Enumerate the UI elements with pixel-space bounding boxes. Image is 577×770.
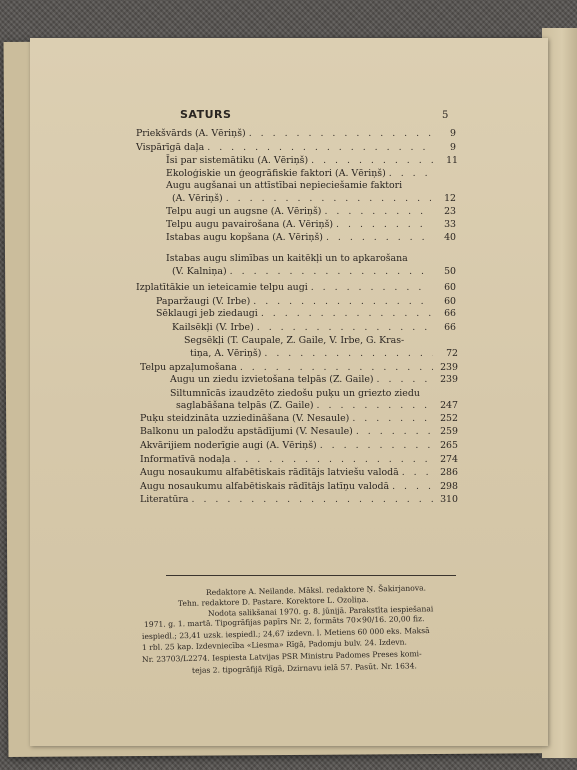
toc-label: Istabas augu slimības un kaitēkļi un to apkarošana — [166, 253, 408, 264]
toc-row — [140, 362, 458, 374]
toc-label: Kailsēkļi (V. Irbe) — [172, 322, 254, 333]
toc-page-number: 247 — [440, 400, 458, 411]
toc-label: Telpu apzaļumošana — [140, 362, 237, 373]
toc-page-number: 23 — [444, 206, 456, 217]
toc-page-number: 66 — [444, 322, 456, 333]
toc-page-number: 9 — [450, 128, 456, 139]
toc-leader-dots — [233, 454, 433, 465]
toc-leader-dots — [240, 362, 433, 373]
toc-row — [136, 128, 456, 140]
toc-leader-dots — [402, 467, 433, 478]
toc-row — [140, 413, 458, 425]
toc-label: Literatūra — [140, 494, 189, 505]
toc-leader-dots — [377, 374, 433, 385]
toc-row — [166, 168, 456, 180]
toc-leader-dots — [311, 282, 431, 293]
toc-label: Priekšvārds (A. Vēriņš) — [136, 128, 246, 139]
toc-page-number: 9 — [450, 142, 456, 153]
toc-label: Augu nosaukumu alfabētiskais rādītājs latīņu valodā — [140, 481, 390, 492]
toc-label: Augu nosaukumu alfabētiskais rādītājs latviešu valodā — [140, 467, 399, 478]
toc-label: Īsi par sistemātiku (A. Vēriņš) — [166, 155, 309, 166]
toc-row — [140, 440, 458, 452]
toc-label: saglabāšana telpās (Z. Gaile) — [176, 400, 314, 411]
toc-page-number: 239 — [440, 362, 458, 373]
toc-leader-dots — [389, 168, 431, 179]
toc-page-number: 265 — [440, 440, 458, 451]
toc-label: Segsēkļi (T. Caupale, Z. Gaile, V. Irbe, G. Kras- — [184, 335, 405, 346]
imprint-line: Redaktore A. Neilande. Māksl. redaktore Ņ. Šakirjanova. — [205, 583, 427, 597]
toc-row — [170, 374, 458, 386]
toc-leader-dots — [192, 494, 434, 505]
toc-page-number: 239 — [440, 374, 458, 385]
toc-leader-dots — [226, 193, 431, 204]
toc-leader-dots — [230, 266, 431, 277]
toc-row — [136, 142, 456, 154]
toc-leader-dots — [257, 322, 431, 333]
toc-label: Sēklaugi jeb ziedaugi — [156, 308, 258, 319]
toc-page-number: 33 — [444, 219, 456, 230]
toc-page-number: 259 — [440, 426, 458, 437]
toc-leader-dots — [392, 481, 433, 492]
imprint-line: iespiedl.; 23,41 uzsk. iespiedl.; 24,67 izdevn. l. Metiens 60 000 eks. Maksā — [141, 625, 430, 641]
toc-leader-dots — [311, 155, 433, 166]
toc-row — [140, 426, 458, 438]
toc-row — [172, 322, 456, 334]
toc-page-number: 310 — [440, 494, 458, 505]
imprint-divider — [166, 575, 456, 576]
toc-row — [140, 481, 458, 493]
toc-leader-dots — [264, 348, 433, 359]
toc-row — [166, 232, 456, 244]
toc-row — [172, 266, 456, 278]
imprint-line: Nodota salikšanai 1970. g. 8. jūnijā. Parakstīta iespiešanai — [207, 604, 434, 618]
toc-label: Telpu augu pavairošana (A. Vēriņš) — [166, 219, 334, 230]
toc-row — [156, 296, 456, 308]
toc-label: Puķu steidzināta uzziedināšana (V. Nesaule) — [140, 413, 350, 424]
toc-leader-dots — [326, 232, 431, 243]
toc-label: Akvārijiem noderīgie augi (A. Vēriņš) — [140, 440, 317, 451]
toc-leader-dots — [249, 128, 431, 139]
toc-page-number: 60 — [444, 282, 456, 293]
toc-row — [166, 155, 458, 167]
toc-label: Telpu augi un augsne (A. Vēriņš) — [166, 206, 322, 217]
toc-label: Ekoloģiskie un ģeogrāfiskie faktori (A. Vēriņš) — [166, 168, 386, 179]
toc-row — [140, 494, 458, 506]
toc-label: Vispārīgā daļa — [136, 142, 205, 153]
toc-leader-dots — [320, 440, 433, 451]
toc-row — [140, 454, 458, 466]
toc-page-number: 274 — [440, 454, 458, 465]
page-title: SATURS — [180, 108, 232, 121]
toc-leader-dots — [253, 296, 431, 307]
toc-label: Istabas augu kopšana (A. Vēriņš) — [166, 232, 323, 243]
toc-row — [140, 467, 458, 479]
imprint-line: Nr. 23703/L2274. Iespiesta Latvijas PSR Ministru Padomes Preses komi- — [141, 649, 422, 664]
toc-page-number: 66 — [444, 308, 456, 319]
toc-row — [156, 308, 456, 320]
toc-row — [166, 206, 456, 218]
toc-page-number: 298 — [440, 481, 458, 492]
toc-label: Balkonu un palodžu apstādījumi (V. Nesaule) — [140, 426, 353, 437]
toc-label: tiņa, A. Vēriņš) — [190, 348, 262, 359]
toc-row — [190, 348, 458, 360]
toc-label: Augu un ziedu izvietošana telpās (Z. Gaile) — [170, 374, 374, 385]
toc-leader-dots — [261, 308, 431, 319]
imprint-line: 1 rbl. 25 kap. Izdevniecība «Liesma» Rīgā, Padomju bulv. 24. Izdevn. — [141, 637, 407, 652]
toc-leader-dots — [317, 400, 433, 411]
toc-page-number: 12 — [444, 193, 456, 204]
toc-row — [176, 400, 458, 412]
imprint-line: 1971. g. 1. martā. Tipogrāfijas papīrs Nr. 2, formāts 70×90/16. 20,00 fiz. — [143, 614, 425, 629]
toc-label: Augu augšanai un attīstībai nepieciešamie faktori — [166, 180, 403, 191]
toc-label: Paparžaugi (V. Irbe) — [156, 296, 251, 307]
imprint-line: Tehn. redaktore D. Pastare. Korektore L. Ozoliņa. — [177, 595, 369, 608]
toc-page-number: 286 — [440, 467, 458, 478]
toc-row — [136, 282, 456, 294]
toc-page-number: 72 — [446, 348, 458, 359]
toc-leader-dots — [356, 426, 433, 437]
toc-label: (A. Vēriņš) — [172, 193, 223, 204]
toc-row — [166, 219, 456, 231]
toc-label: (V. Kalniņa) — [172, 266, 227, 277]
toc-leader-dots — [336, 219, 431, 230]
toc-row — [172, 193, 456, 205]
toc-label: Izplatītākie un ieteicamie telpu augi — [136, 282, 308, 293]
toc-page-number: 252 — [440, 413, 458, 424]
toc-label: Siltumnīcās izaudzēto ziedošu puķu un griezto ziedu — [170, 388, 420, 399]
toc-leader-dots — [207, 142, 431, 153]
toc-leader-dots — [324, 206, 431, 217]
toc-leader-dots — [352, 413, 433, 424]
toc-label: Informatīvā nodaļa — [140, 454, 231, 465]
toc-page-number: 40 — [444, 232, 456, 243]
toc-page-number: 11 — [446, 155, 458, 166]
toc-page-number: 50 — [444, 266, 456, 277]
title-page-number: 5 — [442, 110, 449, 121]
toc-page-number: 60 — [444, 296, 456, 307]
imprint-line: tejas 2. tipogrāfijā Rīgā, Dzirnavu ielā 57. Pasūt. Nr. 1634. — [191, 661, 418, 675]
